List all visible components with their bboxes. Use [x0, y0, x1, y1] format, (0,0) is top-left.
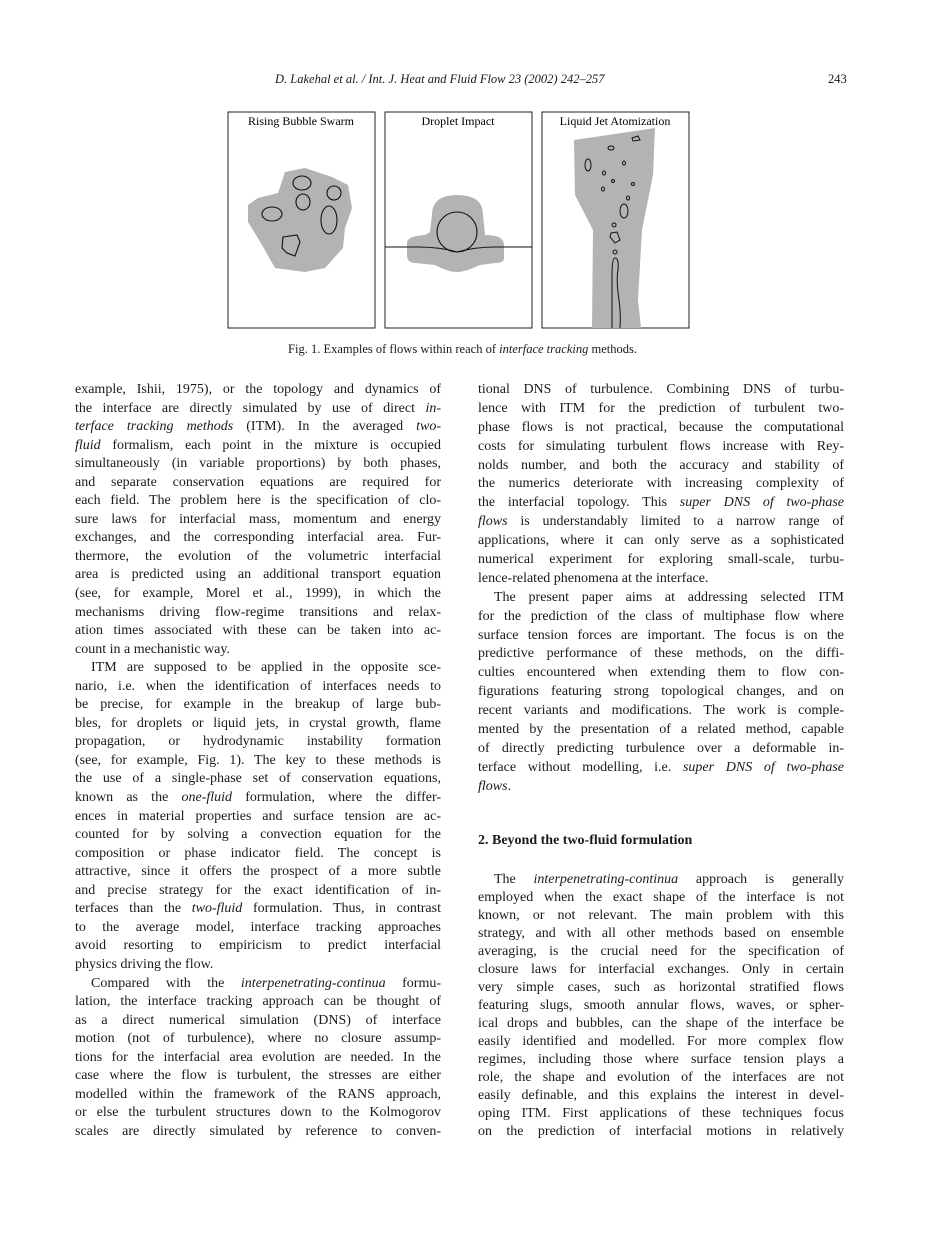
text-run: propagation, or hydrodynamic instability formation [75, 734, 441, 750]
text-run: as a direct numerical simulation (DNS) of interface [75, 1012, 441, 1028]
text-line [75, 993, 441, 1012]
text-line [478, 438, 844, 457]
text-line [75, 733, 441, 752]
text-line [75, 937, 441, 956]
page-number: 243 [828, 72, 847, 86]
text-run: easily identified and modelled. For more complex flow [478, 1034, 844, 1049]
text-line [75, 1086, 441, 1105]
text-run: formu- [385, 975, 441, 991]
text-run: terface without modelling, i.e. [478, 759, 683, 775]
panel-title-jet-atomization: Liquid Jet Atomization [559, 114, 671, 128]
text-line [75, 1012, 441, 1031]
text-run: lation, the interface tracking approach can be thought of [75, 994, 441, 1010]
text-run: . [507, 778, 512, 794]
text-line [75, 900, 441, 919]
text-line [478, 1069, 844, 1087]
text-run: applications, where it can only serve as a sophisticated [478, 533, 844, 549]
figure-caption [0, 342, 925, 357]
text-run: thermore, the evolution of the volumetric interfacial [75, 548, 441, 564]
text-line [478, 1087, 844, 1105]
text-line [478, 419, 844, 438]
text-line [478, 759, 844, 778]
text-run: the numerics deteriorate with increasing complexity of [478, 476, 844, 492]
text-run: sure laws for interfacial mass, momentum and energy [75, 511, 441, 527]
text-run: tional DNS of turbulence. Combining DNS of turbu- [478, 382, 844, 397]
text-line [75, 455, 441, 474]
text-run: The [494, 872, 534, 887]
text-line [75, 715, 441, 734]
text-line [478, 589, 844, 608]
text-run: ences in material properties and surface tension are ac- [75, 808, 441, 824]
text-run: formulation. Thus, in contrast [242, 901, 441, 917]
text-line [478, 532, 844, 551]
text-line [75, 752, 441, 771]
text-run: mented by the presentation of a related method, capable [478, 722, 844, 738]
italic-text: in- [425, 400, 441, 416]
text-run: known as the [75, 790, 182, 806]
text-run: simultaneously (in variable proportions) by both phases, [75, 456, 441, 472]
text-line [478, 475, 844, 494]
text-run: The present paper aims at addressing selected ITM [494, 589, 844, 605]
text-line [478, 997, 844, 1015]
running-head: D. Lakehal et al. / Int. J. Heat and Fluid Flow 23 (2002) 242–257 [275, 72, 605, 86]
text-run: formulation, where the differ- [232, 790, 441, 806]
italic-text: two- [416, 419, 441, 435]
text-line [75, 956, 441, 975]
text-line [75, 566, 441, 585]
text-run: ITM are supposed to be applied in the opposite sce- [91, 660, 441, 676]
text-line [478, 979, 844, 997]
text-run: oping ITM. First applications of these techniques focus [478, 1106, 844, 1121]
text-line [478, 381, 844, 400]
text-line [75, 622, 441, 641]
text-run: the interface are directly simulated by use of direct [75, 400, 426, 416]
text-run: figurations featuring strong topological changes, and on [478, 684, 844, 700]
text-line [75, 548, 441, 567]
italic-text: flows [478, 514, 508, 530]
text-line [478, 778, 844, 797]
text-run: phase flows is not practical, because the computational [478, 419, 844, 435]
text-run: bles, for droplets or liquid jets, in crystal growth, flame [75, 715, 441, 731]
text-line [75, 659, 441, 678]
left-column [75, 381, 441, 1141]
text-run: the use of a single-phase set of conservation equations, [75, 771, 441, 787]
italic-text: two-fluid [191, 901, 243, 917]
text-line [75, 641, 441, 660]
text-line [478, 871, 844, 889]
text-run: predictive performance of these methods, on the diffi- [478, 646, 844, 662]
text-line [478, 740, 844, 759]
text-line [478, 1105, 844, 1123]
text-run: or else the turbulent structures down to the Kolmogorov [75, 1105, 441, 1121]
text-line [75, 474, 441, 493]
text-line [75, 1104, 441, 1123]
text-line [478, 907, 844, 925]
text-line [478, 925, 844, 943]
text-line [75, 882, 441, 901]
text-run: methods. [588, 342, 637, 356]
text-run: counted for by solving a convection equation for the [75, 827, 441, 843]
text-line [478, 1123, 844, 1141]
text-run: count in a mechanistic way. [75, 641, 230, 657]
text-run: and separate conservation equations are required for [75, 474, 441, 490]
text-line [75, 418, 441, 437]
right-column-top [478, 381, 844, 797]
text-line [478, 645, 844, 664]
text-run: attractive, since it offers the prospect of a more subtle [75, 864, 441, 880]
text-run: motion (not of turbulence), where no closure assump- [75, 1031, 441, 1047]
panel-title-droplet-impact: Droplet Impact [421, 114, 495, 128]
text-run: case where the flow is turbulent, the stresses are either [75, 1068, 441, 1084]
text-run: to the average model, interface tracking approaches [75, 919, 441, 935]
figure-1 [225, 105, 695, 335]
italic-text: fluid [75, 437, 101, 453]
text-run: approach is generally [678, 872, 844, 887]
text-run: closure laws for interfacial exchanges. Only in certain [478, 962, 844, 977]
text-line [75, 696, 441, 715]
text-line [75, 585, 441, 604]
text-run: the interfacial topology. This [478, 495, 680, 511]
text-line [75, 1030, 441, 1049]
italic-text: interface tracking [499, 342, 589, 356]
text-line [478, 961, 844, 979]
right-column-bottom [478, 871, 844, 1141]
italic-text: interpenetrating-continua [240, 975, 386, 991]
text-run: Fig. 1. Examples of flows within reach of [288, 342, 500, 356]
text-run: nolds number, and both the accuracy and stability of [478, 457, 844, 473]
italic-text: one-fluid [181, 790, 233, 806]
text-run: lence with ITM for the prediction of turbulent two- [478, 400, 844, 416]
text-run: ation times associated with these can be taken into ac- [75, 623, 441, 639]
text-run: easily definable, and this explains the interest in devel- [478, 1088, 844, 1103]
text-run: exchanges, and the corresponding interfacial area. Fur- [75, 530, 441, 546]
text-line [478, 513, 844, 532]
italic-text: interpenetrating-continua [533, 872, 679, 887]
text-run: be precise, for example in the breakup of large bub- [75, 697, 441, 713]
italic-text: super DNS of two-phase [682, 759, 844, 775]
text-run: averaging, is the crucial need for the specification of [478, 944, 844, 959]
text-line [75, 529, 441, 548]
text-run: modelled within the framework of the RANS approach, [75, 1086, 441, 1102]
text-line [75, 604, 441, 623]
text-run: numerical experiment for exploring small-scale, turbu- [478, 552, 844, 568]
italic-text: super DNS of two-phase [679, 495, 844, 511]
text-line [75, 863, 441, 882]
text-run: each field. The problem here is the specification of clo- [75, 493, 441, 509]
panel-title-bubble-swarm: Rising Bubble Swarm [247, 114, 355, 128]
section-heading: 2. Beyond the two-fluid formulation [478, 833, 693, 848]
text-line [478, 664, 844, 683]
text-run: strategy, and with all other methods based on ensemble [478, 926, 844, 941]
text-run: surface tension forces are important. The focus is on the [478, 627, 844, 643]
text-run: for the prediction of the class of multiphase flow where [478, 608, 844, 624]
text-run: (see, for example, Fig. 1). The key to these methods is [75, 752, 441, 768]
text-run: formalism, each point in the mixture is occupied [100, 437, 441, 453]
text-line [75, 975, 441, 994]
text-line [478, 608, 844, 627]
text-line [478, 721, 844, 740]
text-run: tions for the interfacial area evolution are needed. In the [75, 1049, 441, 1065]
text-line [75, 381, 441, 400]
text-line [75, 1067, 441, 1086]
text-run: area is predicted using an additional transport equation [75, 567, 441, 583]
text-run: culties encountered when extending them to flow con- [478, 665, 844, 681]
text-line [75, 400, 441, 419]
text-run: is understandably limited to a narrow range of [507, 514, 844, 530]
text-line [478, 702, 844, 721]
italic-text: terface tracking methods [75, 419, 234, 435]
text-run: recent variants and modifications. The work is comple- [478, 703, 844, 719]
text-line [478, 494, 844, 513]
text-run: Compared with the [91, 975, 241, 991]
text-line [478, 627, 844, 646]
text-line [478, 683, 844, 702]
text-line [478, 1015, 844, 1033]
text-run: very simple cases, such as horizontal stratified flows [478, 980, 844, 995]
text-line [478, 1051, 844, 1069]
text-run: regimes, including those where surface tension plays a [478, 1052, 844, 1067]
text-line [75, 678, 441, 697]
text-run: nario, i.e. when the identification of interfaces needs to [75, 678, 441, 694]
text-line [478, 551, 844, 570]
text-line [75, 1123, 441, 1142]
text-line [75, 826, 441, 845]
text-run: (see, for example, Morel et al., 1999), in which the [75, 586, 441, 602]
text-line [478, 400, 844, 419]
text-run: known, or not relevant. The main problem with this [478, 908, 844, 923]
text-run: example, Ishii, 1975), or the topology and dynamics of [75, 382, 441, 397]
text-line [478, 457, 844, 476]
text-line [75, 1049, 441, 1068]
text-line [75, 845, 441, 864]
text-line [75, 511, 441, 530]
text-run: lence-related phenomena at the interface. [478, 570, 709, 586]
text-line [75, 789, 441, 808]
text-run: role, the shape and evolution of the interfaces are not [478, 1070, 844, 1085]
text-line [75, 808, 441, 827]
text-run: composition or phase indicator field. The concept is [75, 845, 441, 861]
text-line [478, 570, 844, 589]
text-line [478, 943, 844, 961]
text-line [75, 919, 441, 938]
text-run: mechanisms driving flow-regime transitions and relax- [75, 604, 441, 620]
text-run: on the prediction of interfacial motions in relatively [478, 1124, 844, 1139]
text-run: ical drops and bubbles, can the shape of the interface be [478, 1016, 844, 1031]
text-run: terfaces than the [75, 901, 192, 917]
text-run: avoid resorting to empiricism to predict interfacial [75, 938, 441, 954]
text-line [478, 889, 844, 907]
text-line [75, 437, 441, 456]
text-run: of directly predicting turbulence over a deformable in- [478, 740, 844, 756]
text-run: physics driving the flow. [75, 956, 214, 972]
text-line [478, 1033, 844, 1051]
text-run: scales are directly simulated by reference to conven- [75, 1123, 441, 1139]
text-run: employed when the exact shape of the interface is not [478, 890, 844, 905]
text-line [75, 770, 441, 789]
text-run: and precise strategy for the exact identification of in- [75, 882, 441, 898]
text-line [75, 492, 441, 511]
text-run: featuring slugs, smooth annular flows, waves, or spher- [478, 998, 844, 1013]
text-run: costs for simulating turbulent flows increase with Rey- [478, 438, 844, 454]
text-run: (ITM). In the averaged [233, 419, 417, 435]
italic-text: flows [478, 778, 508, 794]
